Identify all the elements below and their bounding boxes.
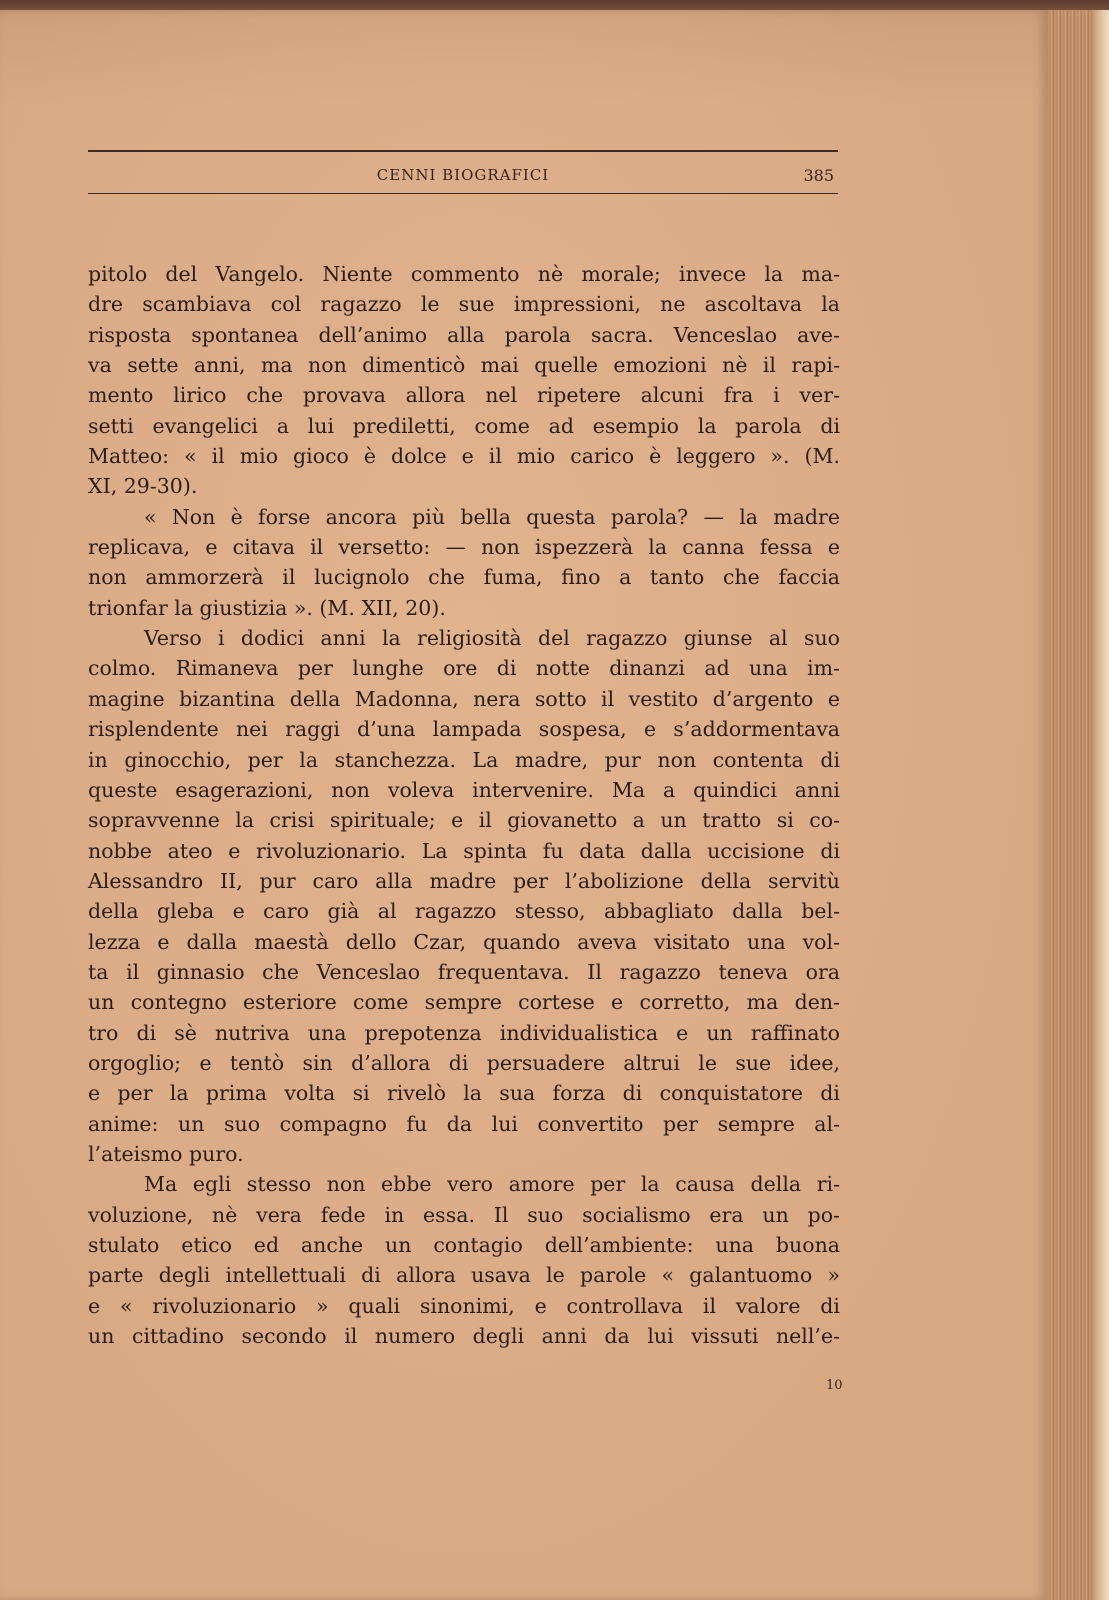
text-line: trionfar la giustizia ». (M. XII, 20). xyxy=(88,595,446,620)
text-line: orgoglio; e tentò sin d’allora di persuadere altrui le sue idee, xyxy=(88,1050,840,1075)
text-line: e « rivoluzionario » quali sinonimi, e controllava il valore di xyxy=(88,1293,840,1318)
text-line: nobbe ateo e rivoluzionario. La spinta fu data dalla uccisione di xyxy=(88,838,840,863)
running-head xyxy=(88,164,838,188)
text-line: pitolo del Vangelo. Niente commento nè morale; invece la ma- xyxy=(88,262,840,286)
text-line: « Non è forse ancora più bella questa parola? — la madre xyxy=(144,504,840,529)
text-line: Ma egli stesso non ebbe vero amore per la causa della ri- xyxy=(144,1172,840,1197)
text-line: in ginocchio, per la stanchezza. La madre, pur non contenta di xyxy=(88,747,840,772)
text-line: anime: un suo compagno fu da lui convertito per sempre al- xyxy=(88,1111,840,1136)
text-line: l’ateismo puro. xyxy=(88,1141,244,1166)
text-line: parte degli intellettuali di allora usava le parole « galantuomo » xyxy=(88,1263,840,1288)
header-rule-bottom xyxy=(88,193,838,194)
body-text xyxy=(88,259,840,1351)
page-number: 385 xyxy=(803,166,834,185)
text-line: voluzione, nè vera fede in essa. Il suo socialismo era un po- xyxy=(88,1202,840,1227)
text-line: della gleba e caro già al ragazzo stesso, abbagliato dalla bel- xyxy=(88,899,840,924)
text-line: mento lirico che provava allora nel ripetere alcuni fra i ver- xyxy=(88,383,840,408)
text-line: magine bizantina della Madonna, nera sotto il vestito d’argento e xyxy=(88,686,840,711)
text-line: risplendente nei raggi d’una lampada sospesa, e s’addormentava xyxy=(88,717,840,742)
text-line: tro di sè nutriva una prepotenza individualistica e un raffinato xyxy=(88,1020,840,1045)
text-line: va sette anni, ma non dimenticò mai quelle emozioni nè il rapi- xyxy=(88,353,840,378)
text-line: XI, 29-30). xyxy=(88,474,198,499)
text-line: colmo. Rimaneva per lunghe ore di notte dinanzi ad una im- xyxy=(88,656,840,681)
text-line: ta il ginnasio che Venceslao frequentava. Il ragazzo teneva ora xyxy=(88,959,840,984)
text-line: Matteo: « il mio gioco è dolce e il mio carico è leggero ». (M. xyxy=(88,444,840,469)
text-line: lezza e dalla maestà dello Czar, quando aveva visitato una vol- xyxy=(88,929,840,954)
signature-mark: 10 xyxy=(826,1378,843,1393)
text-line: Alessandro II, pur caro alla madre per l’abolizione della servitù xyxy=(88,868,840,893)
text-line: dre scambiava col ragazzo le sue impressioni, ne ascoltava la xyxy=(88,292,840,317)
text-line: e per la prima volta si rivelò la sua forza di conquistatore di xyxy=(88,1081,840,1106)
text-line: sopravvenne la crisi spirituale; e il giovanetto a un tratto si co- xyxy=(88,808,840,833)
text-line: risposta spontanea dell’animo alla parola sacra. Venceslao ave- xyxy=(88,322,840,347)
text-line: queste esagerazioni, non voleva intervenire. Ma a quindici anni xyxy=(88,777,840,802)
text-line: un cittadino secondo il numero degli anni da lui vissuti nell’e- xyxy=(88,1324,840,1349)
header-rule-top xyxy=(88,150,838,152)
text-line: un contegno esteriore come sempre cortese e corretto, ma den- xyxy=(88,990,840,1015)
text-line: setti evangelici a lui prediletti, come ad esempio la parola di xyxy=(88,413,840,438)
text-line: non ammorzerà il lucignolo che fuma, fino a tanto che faccia xyxy=(88,565,840,590)
running-title: CENNI BIOGRAFICI xyxy=(376,166,550,184)
text-line: Verso i dodici anni la religiosità del ragazzo giunse al suo xyxy=(144,626,840,651)
text-line: stulato etico ed anche un contagio dell’ambiente: una buona xyxy=(88,1233,840,1257)
page-fore-edge xyxy=(1048,10,1109,1600)
text-line: replicava, e citava il versetto: — non ispezzerà la canna fessa e xyxy=(88,535,840,560)
